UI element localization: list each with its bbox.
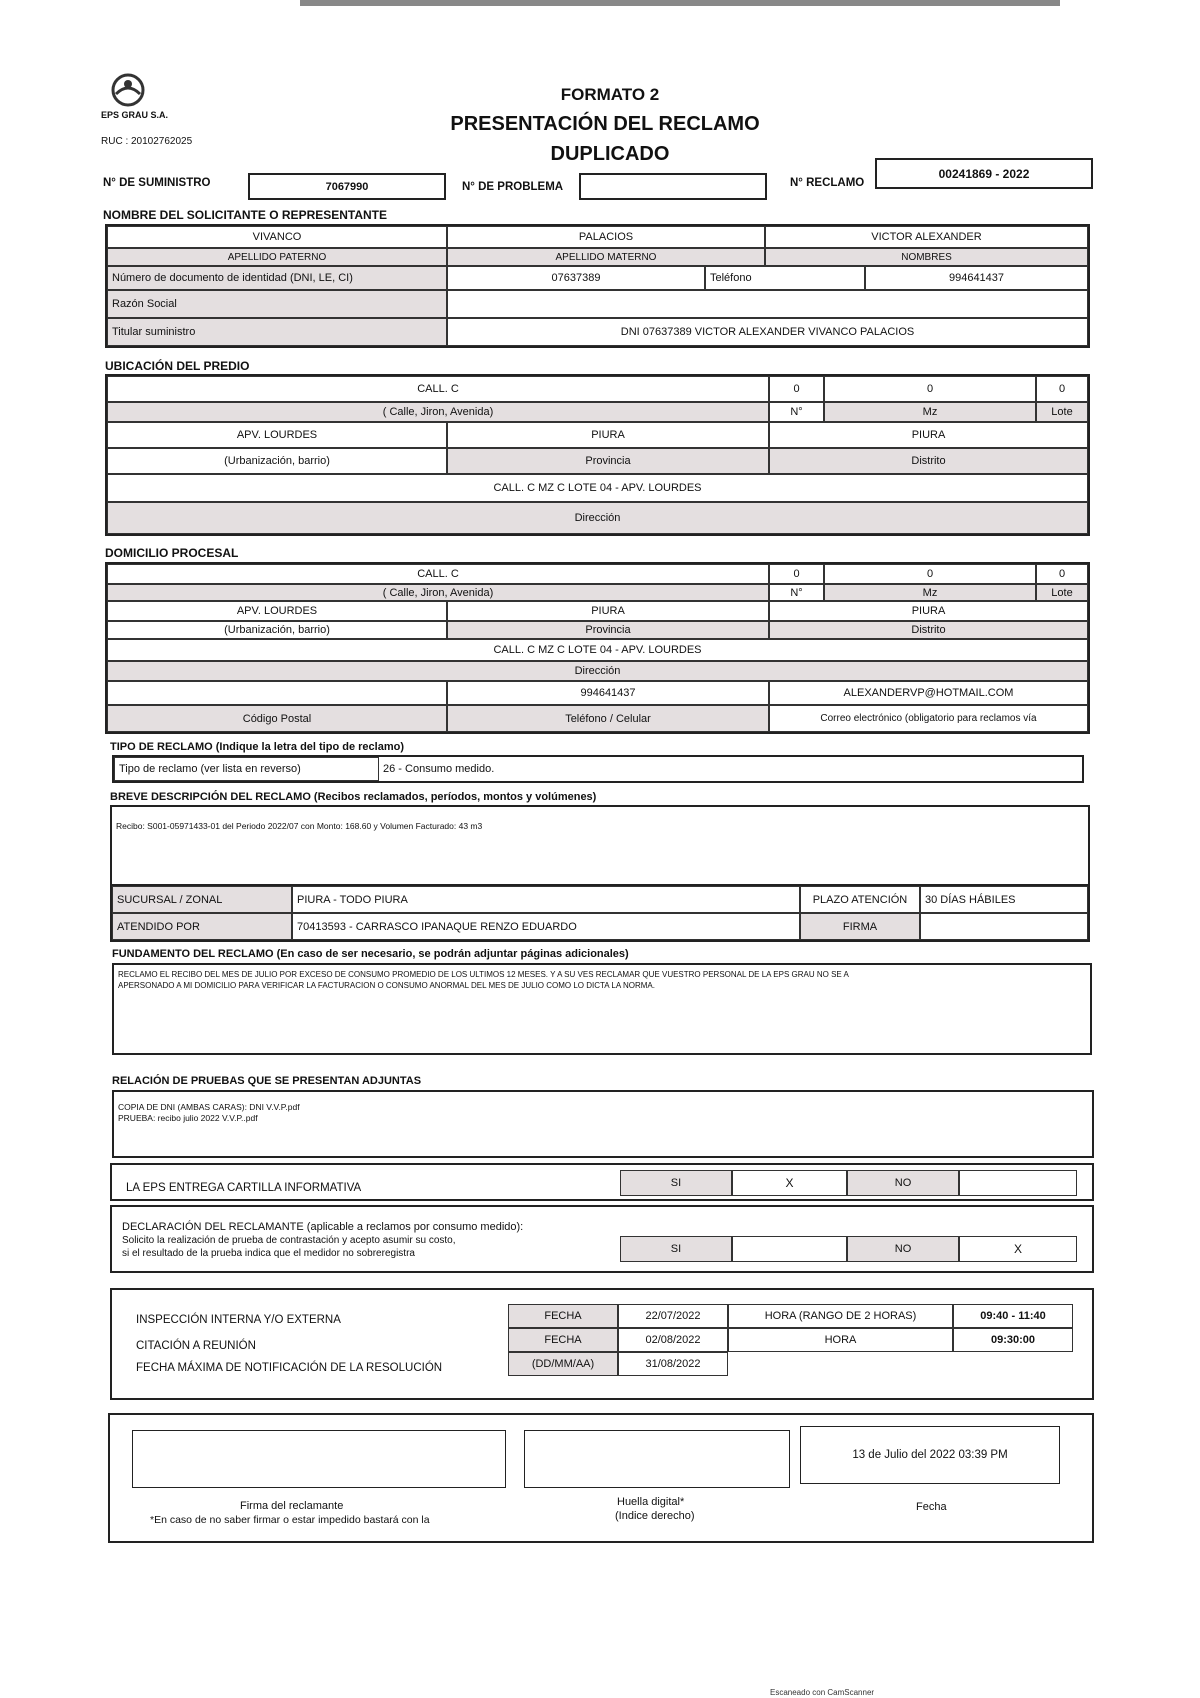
predio-distrito: PIURA — [769, 422, 1088, 448]
firma-reclamante-note: *En caso de no saber firmar o estar impedido bastará con la — [150, 1514, 430, 1526]
firma-reclamante-label: Firma del reclamante — [240, 1500, 344, 1512]
predio-urbanizacion: APV. LOURDES — [107, 422, 447, 448]
predio-provincia-label: Provincia — [447, 448, 769, 474]
predio-provincia: PIURA — [447, 422, 769, 448]
predio-section-title: UBICACIÓN DEL PREDIO — [105, 359, 250, 373]
cartilla-si-checkbox[interactable]: X — [732, 1170, 847, 1196]
declaracion-line-3: si el resultado de la prueba indica que el medidor no sobreregistra — [122, 1248, 415, 1259]
domicilio-mz: 0 — [824, 564, 1036, 584]
domicilio-section-title: DOMICILIO PROCESAL — [105, 546, 239, 560]
predio-direccion: CALL. C MZ C LOTE 04 - APV. LOURDES — [107, 474, 1088, 502]
firma-reclamante-field[interactable] — [132, 1430, 506, 1488]
domicilio-codigo-postal — [107, 681, 447, 705]
sucursal-label: SUCURSAL / ZONAL — [112, 886, 292, 913]
pruebas-line-1: COPIA DE DNI (AMBAS CARAS): DNI V.V.P.pdf — [118, 1102, 300, 1112]
domicilio-email-label: Correo electrónico (obligatorio para reclamos vía — [769, 705, 1088, 732]
razon-social-value — [447, 290, 1088, 318]
huella-digital-field[interactable] — [524, 1430, 790, 1488]
solicitante-table — [105, 224, 1090, 348]
cartilla-label: LA EPS ENTREGA CARTILLA INFORMATIVA — [126, 1182, 362, 1194]
predio-numero: 0 — [769, 376, 824, 402]
predio-lote-label: Lote — [1036, 402, 1088, 422]
domicilio-direccion-label: Dirección — [107, 661, 1088, 681]
declaracion-no-label: NO — [847, 1236, 959, 1262]
apellido-paterno-value: VIVANCO — [107, 226, 447, 248]
page-title: PRESENTACIÓN DEL RECLAMO — [450, 113, 760, 135]
reclamo-field[interactable] — [875, 158, 1093, 189]
domicilio-urbanizacion: APV. LOURDES — [107, 601, 447, 621]
cartilla-no-label: NO — [847, 1170, 959, 1196]
domicilio-lote: 0 — [1036, 564, 1088, 584]
tipo-section-title: TIPO DE RECLAMO (Indique la letra del tipo de reclamo) — [110, 741, 404, 753]
plazo-label: PLAZO ATENCIÓN — [800, 886, 920, 913]
hora-value: 09:30:00 — [953, 1328, 1073, 1352]
cartilla-no-checkbox[interactable] — [959, 1170, 1077, 1196]
predio-calle-label: ( Calle, Jiron, Avenida) — [107, 402, 769, 422]
format-title: FORMATO 2 — [560, 85, 660, 104]
declaracion-si-checkbox[interactable] — [732, 1236, 847, 1262]
predio-distrito-label: Distrito — [769, 448, 1088, 474]
predio-mz-label: Mz — [824, 402, 1036, 422]
domicilio-mz-label: Mz — [824, 584, 1036, 601]
atendido-label: ATENDIDO POR — [112, 913, 292, 940]
huella-label: Huella digital* — [617, 1496, 685, 1508]
tipo-label: Tipo de reclamo (ver lista en reverso) — [114, 757, 379, 781]
eps-grau-logo — [108, 72, 148, 108]
reclamo-label: N° RECLAMO — [790, 177, 865, 189]
solicitante-section-title: NOMBRE DEL SOLICITANTE O REPRESENTANTE — [103, 208, 388, 222]
nombres-value: VICTOR ALEXANDER — [765, 226, 1088, 248]
fecha-label: Fecha — [916, 1501, 947, 1513]
fecha-formato-label: (DD/MM/AA) — [508, 1352, 618, 1376]
suministro-value: 7067990 — [325, 180, 369, 193]
domicilio-numero: 0 — [769, 564, 824, 584]
domicilio-calle: CALL. C — [107, 564, 769, 584]
inspeccion-fecha-label: FECHA — [508, 1304, 618, 1328]
citacion-fecha: 02/08/2022 — [618, 1328, 728, 1352]
descripcion-box — [110, 805, 1090, 887]
plazo-value: 30 DÍAS HÁBILES — [920, 886, 1088, 913]
cartilla-si-label: SI — [620, 1170, 732, 1196]
domicilio-telefono: 994641437 — [447, 681, 769, 705]
domicilio-urbanizacion-label: (Urbanización, barrio) — [107, 621, 447, 639]
titular-value: DNI 07637389 VICTOR ALEXANDER VIVANCO PALACIOS — [447, 318, 1088, 346]
scan-edge-top — [300, 0, 1060, 6]
declaracion-no-checkbox[interactable]: X — [959, 1236, 1077, 1262]
domicilio-provincia: PIURA — [447, 601, 769, 621]
fecha-maxima-label: FECHA MÁXIMA DE NOTIFICACIÓN DE LA RESOLUCIÓN — [136, 1362, 443, 1374]
citacion-fecha-label: FECHA — [508, 1328, 618, 1352]
predio-mz: 0 — [824, 376, 1036, 402]
telefono-value: 994641437 — [865, 266, 1088, 290]
scanner-watermark: Escaneado con CamScanner — [770, 1688, 875, 1697]
fundamento-box — [112, 963, 1092, 1055]
tipo-value: 26 - Consumo medido. — [383, 763, 495, 775]
inspeccion-fecha: 22/07/2022 — [618, 1304, 728, 1328]
firma-value[interactable] — [920, 913, 1088, 940]
documento-label: Número de documento de identidad (DNI, LE, CI) — [107, 266, 447, 290]
atendido-value: 70413593 - CARRASCO IPANAQUE RENZO EDUARDO — [292, 913, 800, 940]
domicilio-email: ALEXANDERVP@HOTMAIL.COM — [769, 681, 1088, 705]
pruebas-line-2: PRUEBA: recibo julio 2022 V.V.P..pdf — [118, 1113, 258, 1123]
razon-social-label: Razón Social — [107, 290, 447, 318]
declaracion-line-1: DECLARACIÓN DEL RECLAMANTE (aplicable a reclamos por consumo medido): — [122, 1221, 524, 1233]
domicilio-calle-label: ( Calle, Jiron, Avenida) — [107, 584, 769, 601]
predio-calle: CALL. C — [107, 376, 769, 402]
documento-value: 07637389 — [447, 266, 705, 290]
apellido-materno-label: APELLIDO MATERNO — [447, 248, 765, 266]
declaracion-line-2: Solicito la realización de prueba de contrastación y acepto asumir su costo, — [122, 1235, 456, 1246]
fundamento-section-title: FUNDAMENTO DEL RECLAMO (En caso de ser necesario, se podrán adjuntar páginas adicionales) — [112, 948, 629, 960]
hora-rango-value: 09:40 - 11:40 — [953, 1304, 1073, 1328]
predio-lote: 0 — [1036, 376, 1088, 402]
suministro-field[interactable] — [248, 173, 446, 200]
declaracion-box — [110, 1205, 1094, 1273]
domicilio-distrito-label: Distrito — [769, 621, 1088, 639]
descripcion-section-title: BREVE DESCRIPCIÓN DEL RECLAMO (Recibos reclamados, períodos, montos y volúmenes) — [110, 791, 597, 803]
apellido-paterno-label: APELLIDO PATERNO — [107, 248, 447, 266]
predio-numero-label: N° — [769, 402, 824, 422]
declaracion-si-label: SI — [620, 1236, 732, 1262]
pruebas-section-title: RELACIÓN DE PRUEBAS QUE SE PRESENTAN ADJUNTAS — [112, 1075, 422, 1087]
predio-urbanizacion-label: (Urbanización, barrio) — [107, 448, 447, 474]
firmas-box — [108, 1413, 1094, 1543]
huella-note: (Indice derecho) — [615, 1510, 695, 1522]
domicilio-codigo-postal-label: Código Postal — [107, 705, 447, 732]
fundamento-line-1: RECLAMO EL RECIBO DEL MES DE JULIO POR EXCESO DE CONSUMO PROMEDIO DE LOS ULTIMOS 12 MESES. Y A SU VES RECLAMAR QUE VUESTRO PERSONAL DE LA EPS GRAU NO SE A — [118, 970, 849, 979]
domicilio-numero-label: N° — [769, 584, 824, 601]
domicilio-table — [105, 562, 1090, 734]
logo-name: EPS GRAU S.A. — [101, 110, 169, 120]
logo-drop-icon — [108, 72, 148, 108]
page-subtitle: DUPLICADO — [550, 143, 670, 165]
telefono-label: Teléfono — [705, 266, 865, 290]
fecha-field — [800, 1426, 1060, 1484]
sucursal-value: PIURA - TODO PIURA — [292, 886, 800, 913]
citacion-label: CITACIÓN A REUNIÓN — [136, 1340, 256, 1352]
tipo-table — [112, 755, 1084, 783]
firma-label: FIRMA — [800, 913, 920, 940]
fechas-box — [110, 1288, 1094, 1400]
fundamento-line-2: APERSONADO A MI DOMICILIO PARA VERIFICAR LA FACTURACION O CONSUMO ANORMAL DEL MES DE JULIO COMO LO DICTA LA NORMA. — [118, 981, 655, 990]
problema-field[interactable] — [579, 173, 767, 200]
domicilio-distrito: PIURA — [769, 601, 1088, 621]
fecha-maxima-value: 31/08/2022 — [618, 1352, 728, 1376]
reclamo-value: 00241869 - 2022 — [938, 166, 1030, 181]
cartilla-box — [110, 1163, 1094, 1201]
fecha-firma-value: 13 de Julio del 2022 03:39 PM — [852, 1449, 1008, 1461]
atencion-table — [110, 884, 1090, 942]
domicilio-telefono-label: Teléfono / Celular — [447, 705, 769, 732]
ruc: RUC : 20102762025 — [101, 136, 193, 147]
predio-direccion-label: Dirección — [107, 502, 1088, 534]
hora-rango-label: HORA (RANGO DE 2 HORAS) — [728, 1304, 953, 1328]
nombres-label: NOMBRES — [765, 248, 1088, 266]
hora-label: HORA — [728, 1328, 953, 1352]
predio-table — [105, 374, 1090, 536]
problema-label: N° DE PROBLEMA — [462, 181, 564, 193]
inspeccion-label: INSPECCIÓN INTERNA Y/O EXTERNA — [136, 1314, 341, 1326]
apellido-materno-value: PALACIOS — [447, 226, 765, 248]
suministro-label: N° DE SUMINISTRO — [103, 177, 211, 189]
domicilio-lote-label: Lote — [1036, 584, 1088, 601]
domicilio-direccion: CALL. C MZ C LOTE 04 - APV. LOURDES — [107, 639, 1088, 661]
domicilio-provincia-label: Provincia — [447, 621, 769, 639]
titular-label: Titular suministro — [107, 318, 447, 346]
descripcion-text: Recibo: S001-05971433-01 del Periodo 2022/07 con Monto: 168.60 y Volumen Facturado: 43 m3 — [116, 821, 483, 831]
pruebas-box — [112, 1090, 1094, 1158]
